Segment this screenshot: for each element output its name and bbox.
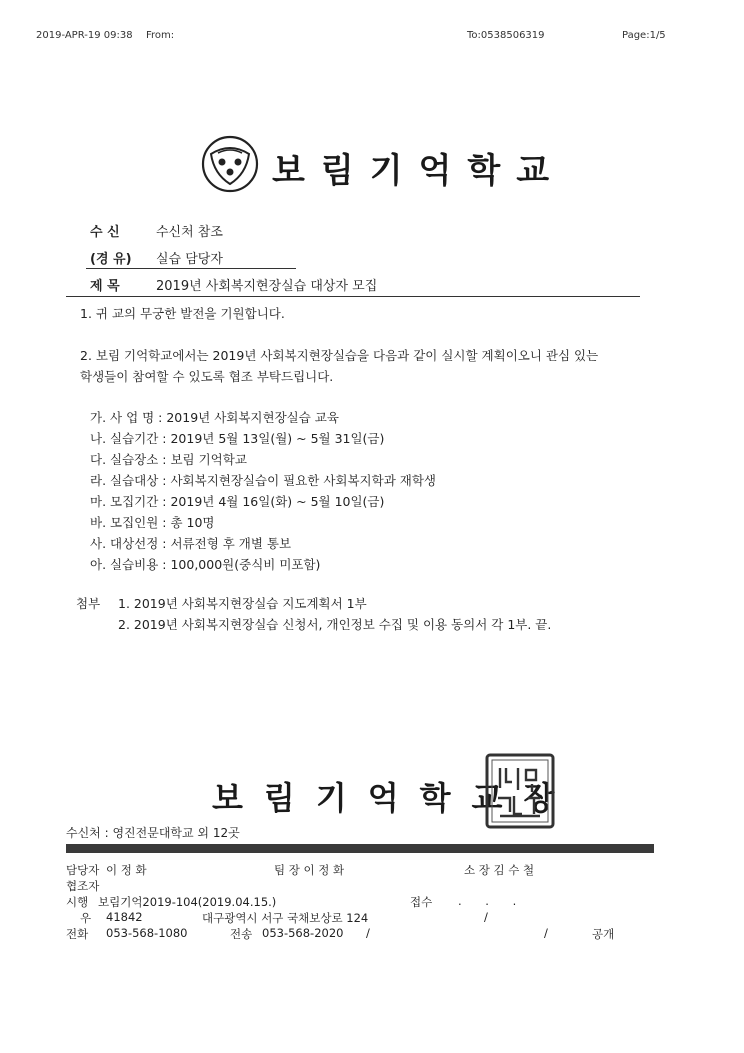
fax-from: From:	[146, 30, 175, 41]
attachment-2: 2. 2019년 사회복지현장실습 신청서, 개인정보 수집 및 이용 동의서 각 1부. 끝.	[118, 617, 552, 632]
paragraph-1: 1. 귀 교의 무궁한 발전을 기원합니다.	[80, 306, 285, 321]
subject-label: 제 목	[90, 279, 120, 294]
list-item: 라. 실습대상 : 사회복지현장실습이 필요한 사회복지학과 재학생	[90, 473, 436, 488]
subject-value: 2019년 사회복지현장실습 대상자 모집	[156, 279, 378, 294]
list-item: 바. 모집인원 : 총 10명	[90, 515, 215, 530]
receipt-value: . . .	[458, 894, 527, 908]
via-value: 실습 담당자	[156, 252, 223, 267]
drafter-label: 담당자	[66, 863, 100, 877]
document-title: 보림기억학교	[272, 151, 566, 191]
fax-number: 053-568-2020	[262, 926, 344, 940]
public-label: 공개	[592, 927, 615, 941]
subject-divider	[66, 296, 640, 297]
enforce-number: 보림기억2019-104(2019.04.15.)	[98, 895, 277, 909]
zip-label: 우	[80, 911, 92, 925]
official-seal-icon	[484, 752, 556, 830]
list-item: 아. 실습비용 : 100,000원(중식비 미포함)	[90, 557, 321, 572]
fax-datetime: 2019-APR-19 09:38	[36, 30, 133, 41]
school-logo-icon	[200, 134, 260, 194]
fax-slash: /	[366, 926, 370, 940]
recipient-label: 수 신	[90, 225, 120, 240]
phone-number: 053-568-1080	[106, 926, 188, 940]
team-lead: 팀 장 이 정 화	[274, 863, 345, 877]
fax-label: 전송	[230, 927, 253, 941]
zip-code: 41842	[106, 910, 143, 924]
enforce-label: 시행	[66, 895, 89, 909]
issuer-name: 보림기억학교장	[212, 779, 576, 817]
paragraph-2-line-2: 학생들이 참여할 수 있도록 협조 부탁드립니다.	[80, 369, 334, 384]
list-item: 마. 모집기간 : 2019년 4월 16일(화) ~ 5월 10일(금)	[90, 494, 385, 509]
phone-label: 전화	[66, 927, 89, 941]
list-item: 다. 실습장소 : 보림 기억학교	[90, 452, 247, 467]
attachment-1: 1. 2019년 사회복지현장실습 지도계획서 1부	[118, 596, 367, 611]
footer-bar	[66, 844, 654, 853]
fax-to: To:0538506319	[467, 30, 545, 41]
attachments-label: 첨부	[76, 596, 101, 611]
via-label: (경 유)	[90, 252, 132, 267]
director: 소 장 김 수 철	[464, 863, 535, 877]
recipients-line: 수신처 : 영진전문대학교 외 12곳	[66, 826, 240, 840]
address-slash: /	[484, 910, 488, 924]
paragraph-2-line-1: 2. 보림 기억학교에서는 2019년 사회복지현장실습을 다음과 같이 실시할 계획이오니 관심 있는	[80, 348, 599, 363]
address: 대구광역시 서구 국채보상로 124	[202, 911, 369, 925]
list-item: 나. 실습기간 : 2019년 5월 13일(월) ~ 5월 31일(금)	[90, 431, 385, 446]
list-item: 사. 대상선정 : 서류전형 후 개별 통보	[90, 536, 292, 551]
cooperator-label: 협조자	[66, 879, 100, 893]
header-divider	[86, 268, 296, 269]
public-slash: /	[544, 926, 548, 940]
drafter-name: 이 정 화	[106, 863, 147, 877]
receipt-label: 접수	[410, 895, 433, 909]
list-item: 가. 사 업 명 : 2019년 사회복지현장실습 교육	[90, 410, 339, 425]
recipient-value: 수신처 참조	[156, 225, 223, 240]
fax-page: Page:1/5	[622, 30, 666, 41]
